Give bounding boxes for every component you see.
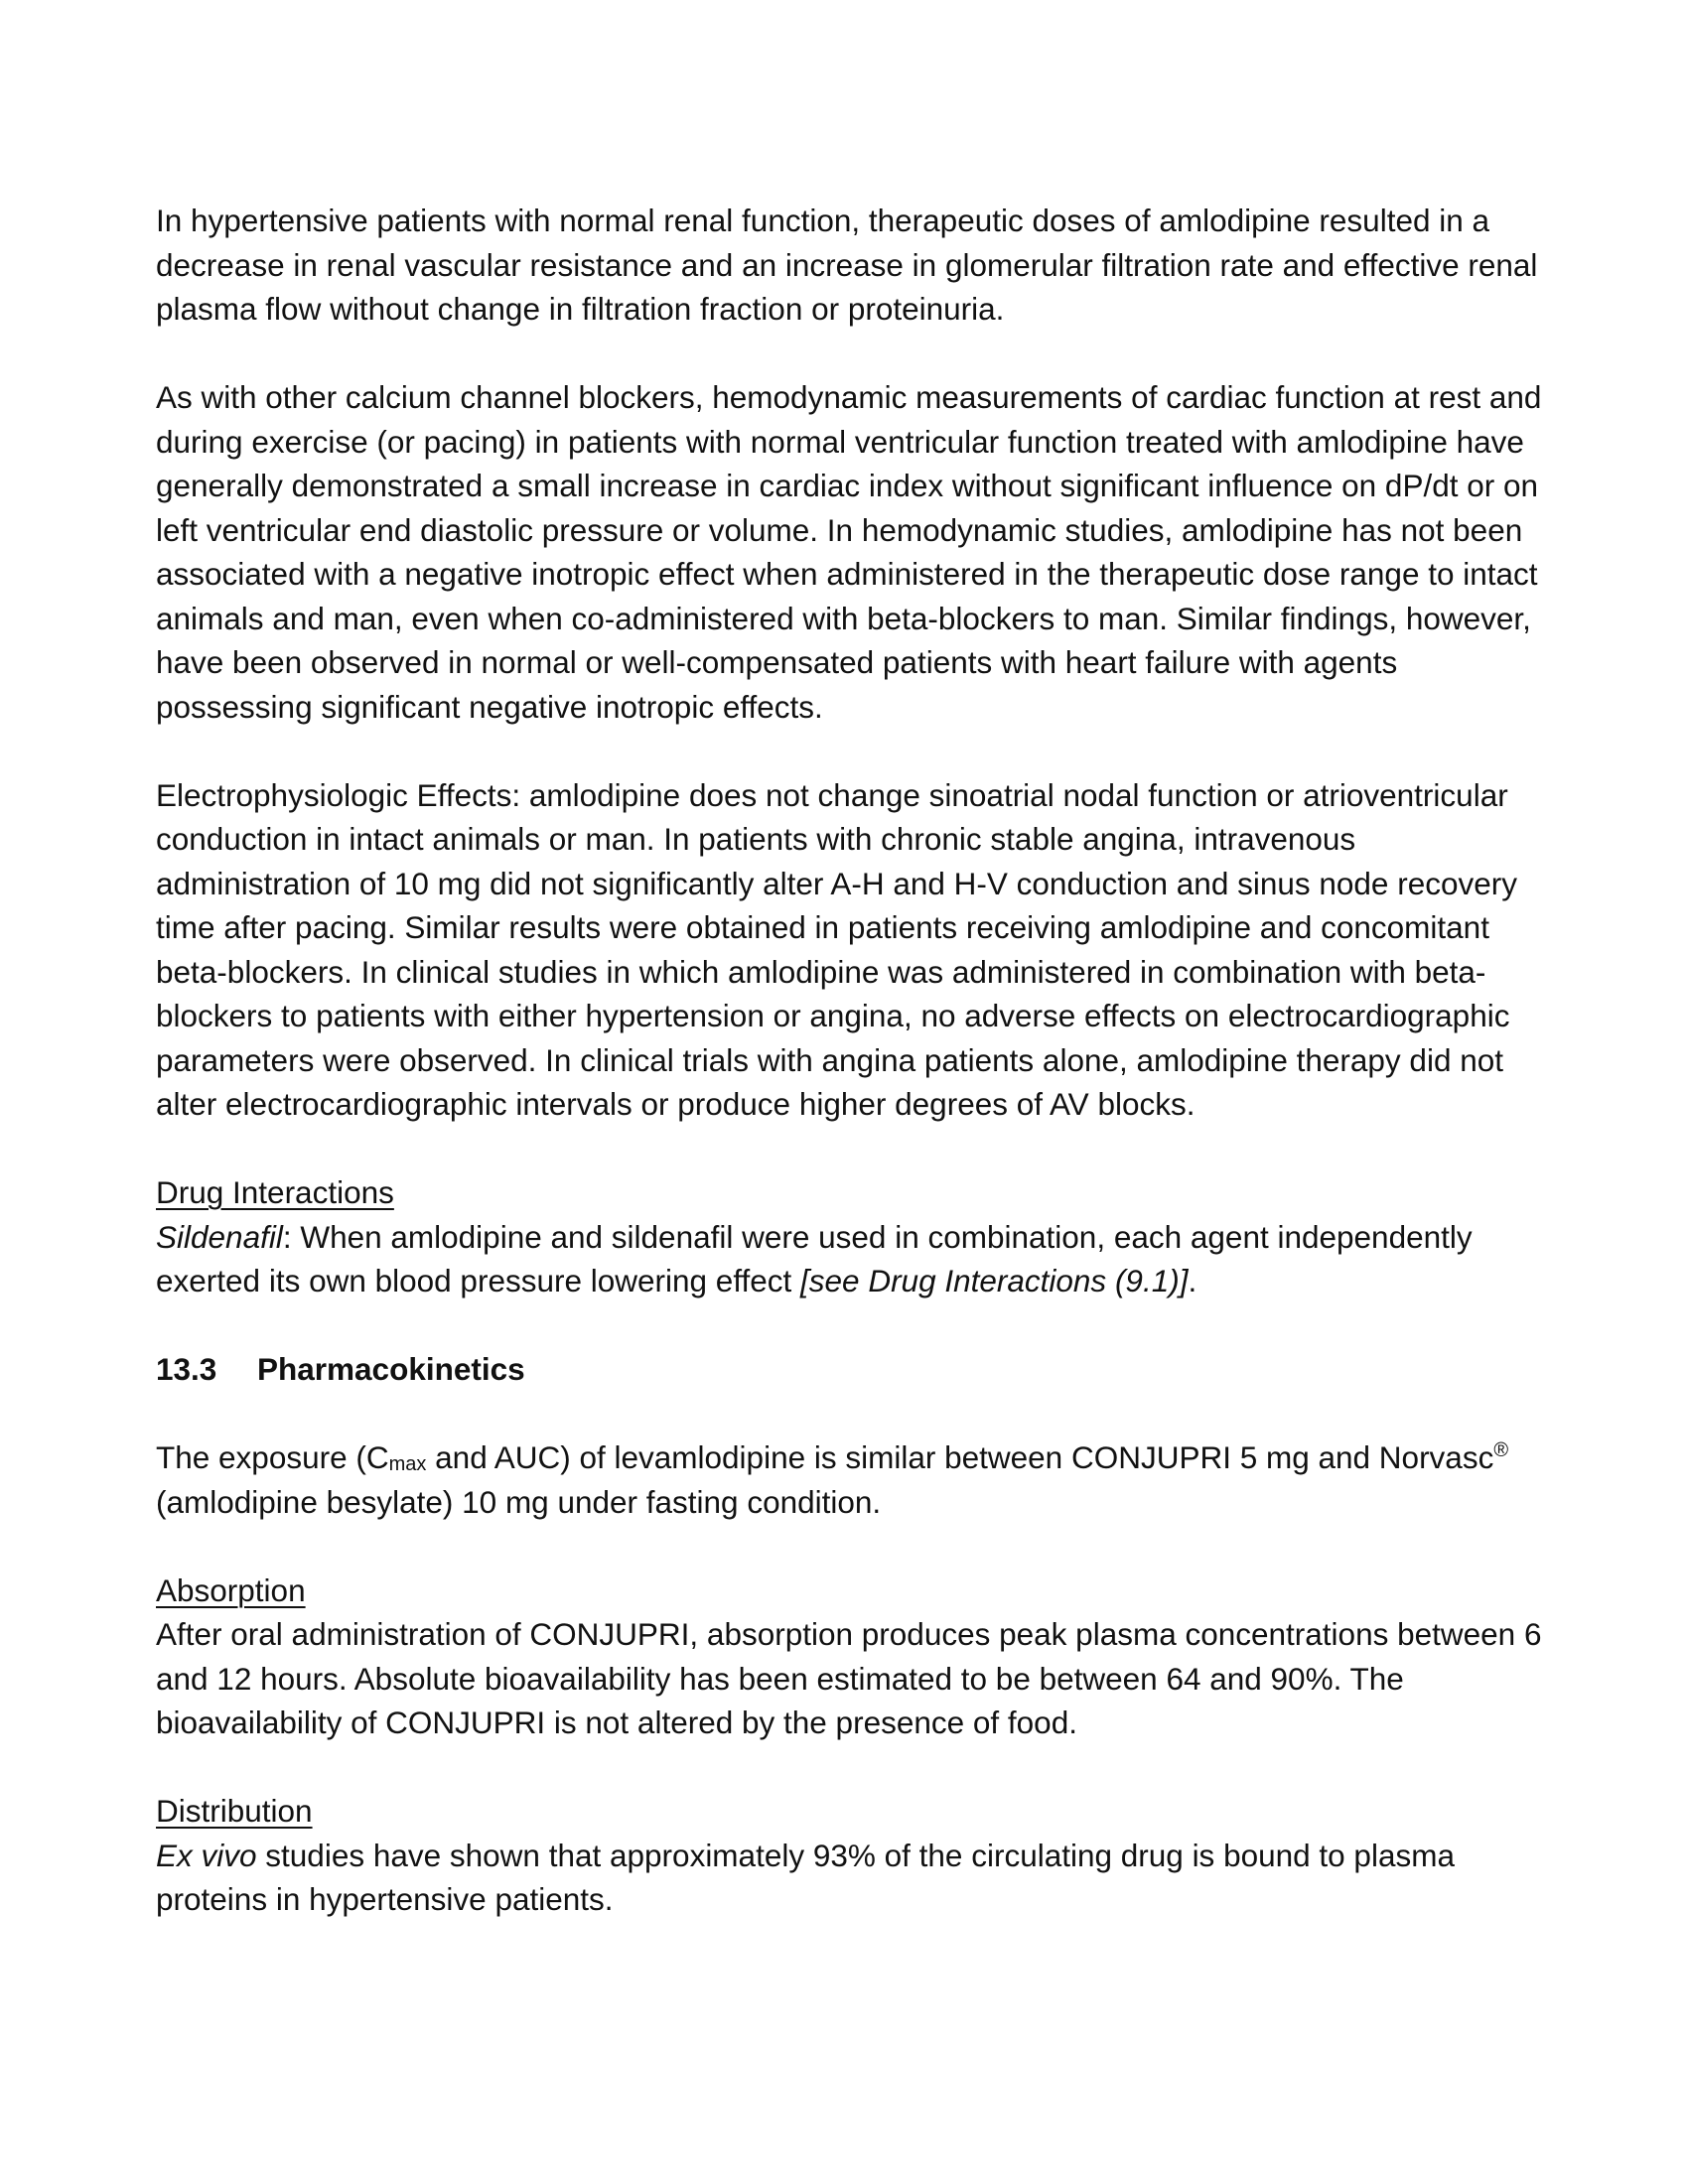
cmax-subscript: max bbox=[388, 1453, 427, 1475]
renal-function-paragraph: In hypertensive patients with normal renal function, therapeutic doses of amlodipine resulted in a decrease in renal vascular resistance and an increase in glomerular filtration rate and effective renal plasma flow without change in filtration fraction or proteinuria. bbox=[156, 203, 1538, 327]
section-heading bbox=[156, 1347, 1546, 1392]
exposure-text-3: (amlodipine besylate) 10 mg under fasting condition. bbox=[156, 1483, 882, 1520]
hemodynamic-paragraph: As with other calcium channel blockers, hemodynamic measurements of cardiac function at rest and during exercise (or pacing) in patients with normal ventricular function treated with amlodipine have generally demonstrated a small increase in cardiac index without significant influence on dP/dt or on left ventricular end diastolic pressure or volume. In hemodynamic studies, amlodipine has not been associated with a negative inotropic effect when administered in the therapeutic dose range to intact animals and man, even when co-administered with beta-blockers to man. Similar findings, however, have been observed in normal or well-compensated patients with heart failure with agents possessing significant negative inotropic effects. bbox=[156, 379, 1542, 725]
drug-interactions-heading: Drug Interactions bbox=[156, 1174, 394, 1210]
ex-vivo-term: Ex vivo bbox=[156, 1837, 257, 1873]
absorption-paragraph: After oral administration of CONJUPRI, absorption produces peak plasma concentrations between 6 and 12 hours. Absolute bioavailability has been estimated to be between 64 and 90%. The bioavailability of CONJUPRI is not altered by the presence of food. bbox=[156, 1616, 1542, 1740]
drug-interactions-paragraph bbox=[156, 1215, 1546, 1303]
exposure-paragraph bbox=[156, 1435, 1546, 1524]
section-title: Pharmacokinetics bbox=[257, 1351, 525, 1387]
section-number: 13.3 bbox=[156, 1351, 217, 1387]
distribution-heading: Distribution bbox=[156, 1793, 313, 1829]
distribution-paragraph bbox=[156, 1834, 1546, 1922]
distribution-text: studies have shown that approximately 93% of the circulating drug is bound to plasma proteins in hypertensive patients. bbox=[156, 1837, 1455, 1917]
drug-interactions-text: : When amlodipine and sildenafil were used in combination, each agent independently exerted its own blood pressure lowering effect bbox=[156, 1218, 1473, 1298]
exposure-text-1: The exposure (C bbox=[156, 1439, 389, 1475]
sildenafil-term: Sildenafil bbox=[156, 1218, 283, 1255]
drug-interactions-reference: [see Drug Interactions (9.1)] bbox=[800, 1263, 1189, 1298]
absorption-heading: Absorption bbox=[156, 1571, 306, 1608]
drug-interactions-period: . bbox=[1188, 1263, 1197, 1298]
electrophysiologic-paragraph: Electrophysiologic Effects: amlodipine does not change sinoatrial nodal function or atrioventricular conduction in intact animals or man. In patients with chronic stable angina, intravenous administration of 10 mg did not significantly alter A-H and H-V conduction and sinus node recovery time after pacing. Similar results were obtained in patients receiving amlodipine and concomitant beta-blockers. In clinical studies in which amlodipine was administered in combination with beta-blockers to patients with either hypertension or angina, no adverse effects on electrocardiographic parameters were observed. In clinical trials with angina patients alone, amlodipine therapy did not alter electrocardiographic intervals or produce higher degrees of AV blocks. bbox=[156, 776, 1517, 1122]
registered-mark: ® bbox=[1493, 1439, 1509, 1461]
exposure-text-2: and AUC) of levamlodipine is similar between CONJUPRI 5 mg and Norvasc bbox=[426, 1439, 1494, 1475]
document-page bbox=[156, 199, 1546, 1922]
